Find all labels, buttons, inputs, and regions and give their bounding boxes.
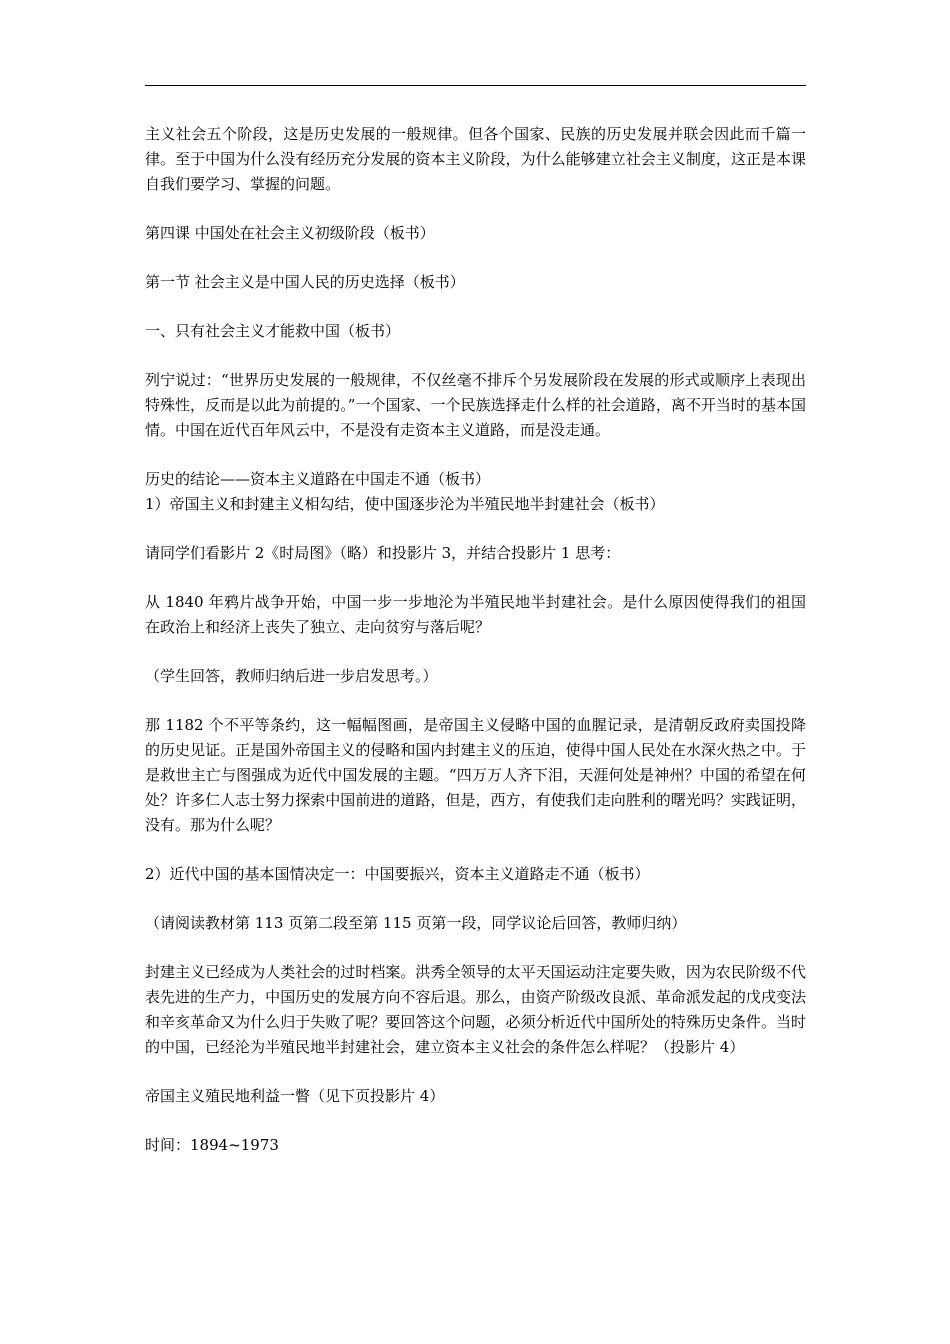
paragraph-student-answer: （学生回答，教师归纳后进一步启发思考。） [145,667,438,685]
paragraph-intro: 主义社会五个阶段，这是历史发展的一般规律。但各个国家、民族的历史发展并联会因此而千篇一律。至于中国为什么没有经历充分发展的资本主义阶段，为什么能够建立社会主义制度，这正是本课自我们要学习、掌握的问题。 [145,125,806,193]
paragraph-treaties: 那 1182 个不平等条约，这一幅幅图画，是帝国主义侵略中国的血腥记录，是清朝反政府卖国投降的历史见证。正是国外帝国主义的侵略和国内封建主义的压迫，使得中国人民处在水深火热之中。于是救世主亡与图强成为近代中国发展的主题。“四万万人齐下泪，天涯何处是神州？中国的希望在何处？许多仁人志士努力探索中国前进的道路，但是，西方，有使我们走向胜利的曙光吗？实践证明，没有。那为什么呢？ [145,716,806,834]
paragraph-feudalism: 封建主义已经成为人类社会的过时档案。洪秀全领导的太平天国运动注定要失败，因为农民阶级不代表先进的生产力，中国历史的发展方向不容后退。那么，由资产阶级改良派、革命派发起的戊戌变法和辛亥革命又为什么归于失败了呢？要回答这个问题，必须分析近代中国所处的特殊历史条件。当时的中国，已经沦为半殖民地半封建社会，建立资本主义社会的条件怎么样呢？（投影片 4） [145,963,806,1056]
section-title: 第一节 社会主义是中国人民的历史选择（板书） [145,273,465,291]
paragraph-imperialism-glance: 帝国主义殖民地利益一瞥（见下页投影片 4） [145,1087,445,1105]
point-2-heading: 2）近代中国的基本国情决定一：中国要振兴，资本主义道路走不通（板书） [145,865,650,883]
paragraph-reading-instruction: （请阅读教材第 113 页第二段至第 115 页第一段，同学议论后回答，教师归纳） [145,914,687,932]
lesson-title: 第四课 中国处在社会主义初级阶段（板书） [145,224,435,242]
paragraph-lenin-quote: 列宁说过：“世界历史发展的一般规律，不仅丝毫不排斥个另发展阶段在发展的形式或顺序上表现出特殊性，反而是以此为前提的。”一个国家、一个民族选择走什么样的社会道路，离不开当时的基本国情。中国在近代百年风云中，不是没有走资本主义道路，而是没走通。 [145,371,806,439]
paragraph-time: 时间：1894~1973 [145,1136,279,1154]
point-1-heading: 1）帝国主义和封建主义相勾结，使中国逐步沦为半殖民地半封建社会（板书） [145,495,665,513]
conclusion-heading: 历史的结论——资本主义道路在中国走不通（板书） [145,470,491,488]
header-rule [145,85,806,86]
subsection-title: 一、只有社会主义才能救中国（板书） [145,322,401,340]
paragraph-film-instruction: 请同学们看影片 2《时局图》（略）和投影片 3，并结合投影片 1 思考： [145,544,621,562]
paragraph-opium-war: 从 1840 年鸦片战争开始，中国一步一步地沦为半殖民地半封建社会。是什么原因使得我们的祖国在政治上和经济上丧失了独立、走向贫穷与落后呢？ [145,593,806,636]
document-body [145,122,806,1182]
